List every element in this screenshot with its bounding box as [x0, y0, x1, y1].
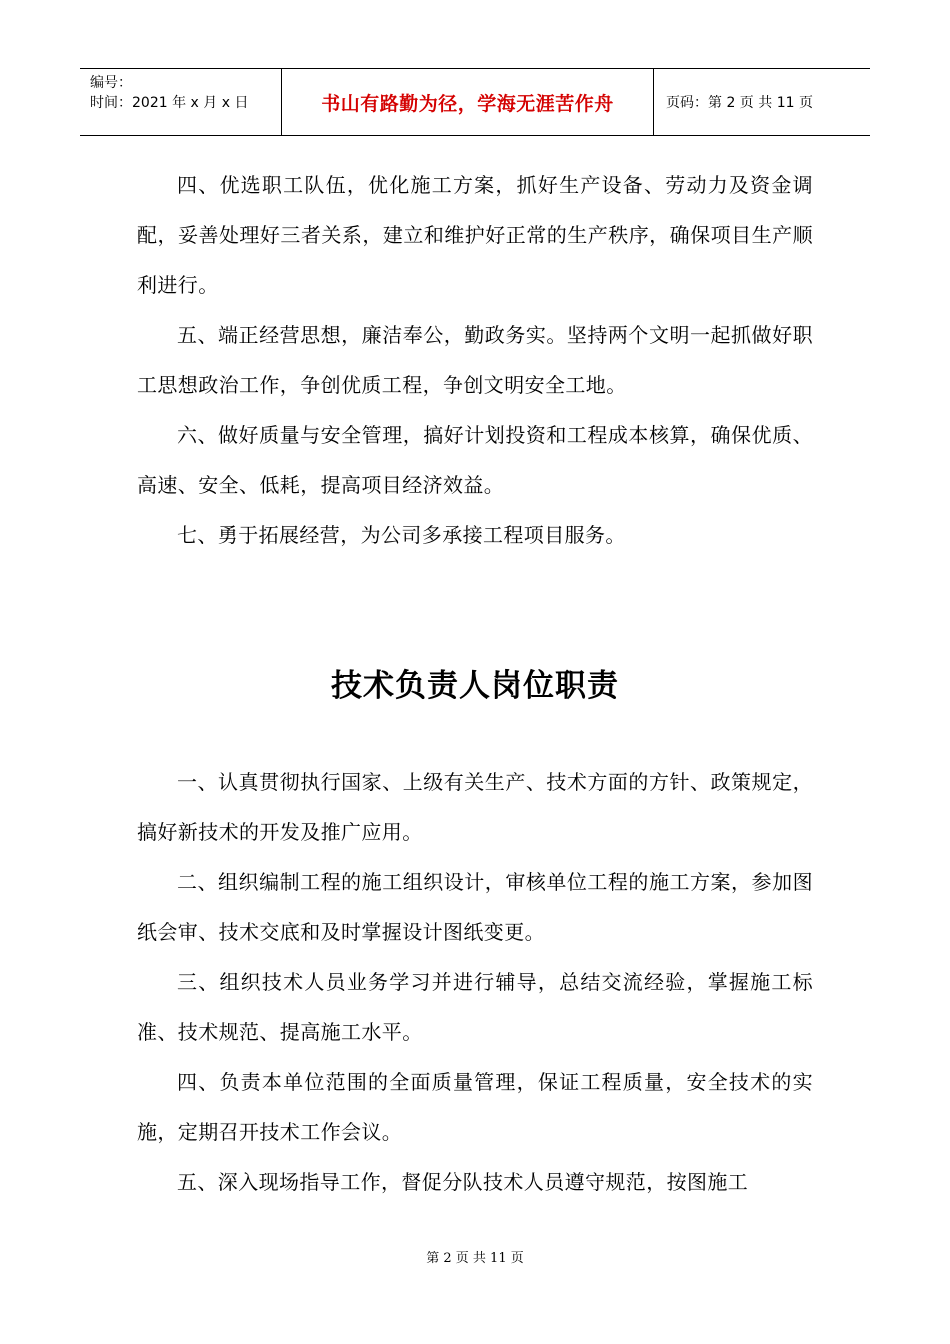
paragraph: 六、做好质量与安全管理，搞好计划投资和工程成本核算，确保优质、高速、安全、低耗，提高项目经济效益。 [137, 423, 813, 497]
page-info: 页码：第 2 页 共 11 页 [666, 95, 813, 111]
section-1 [137, 160, 813, 560]
number-label: 编号： [90, 75, 132, 91]
paragraph: 七、勇于拓展经营，为公司多承接工程项目服务。 [177, 523, 626, 547]
motto-text: 书山有路勤为径，学海无涯苦作舟 [321, 92, 614, 115]
paragraph: 四、负责本单位范围的全面质量管理，保证工程质量，安全技术的实施，定期召开技术工作会议。 [137, 1070, 813, 1144]
document-title: 技术负责人岗位职责 [331, 668, 619, 704]
header-meta-cell [80, 69, 282, 135]
header-page-cell [654, 69, 870, 135]
paragraph: 四、优选职工队伍，优化施工方案，抓好生产设备、劳动力及资金调配，妥善处理好三者关系，建立和维护好正常的生产秩序，确保项目生产顺利进行。 [137, 173, 813, 297]
section-2 [137, 757, 813, 1207]
paragraph: 二、组织编制工程的施工组织设计，审核单位工程的施工方案，参加图纸会审、技术交底和及时掌握设计图纸变更。 [137, 870, 813, 944]
page-footer: 第 2 页 共 11 页 [426, 1251, 524, 1266]
time-label: 时间：2021 年 x 月 x 日 [90, 95, 249, 111]
header-motto-cell [282, 69, 654, 135]
header-table [80, 68, 870, 136]
paragraph: 一、认真贯彻执行国家、上级有关生产、技术方面的方针、政策规定，搞好新技术的开发及推广应用。 [137, 770, 813, 844]
paragraph: 三、组织技术人员业务学习并进行辅导，总结交流经验，掌握施工标准、技术规范、提高施工水平。 [137, 970, 813, 1044]
paragraph: 五、深入现场指导工作，督促分队技术人员遵守规范，按图施工 [177, 1170, 749, 1194]
paragraph: 五、端正经营思想，廉洁奉公，勤政务实。坚持两个文明一起抓做好职工思想政治工作，争创优质工程，争创文明安全工地。 [137, 323, 813, 397]
